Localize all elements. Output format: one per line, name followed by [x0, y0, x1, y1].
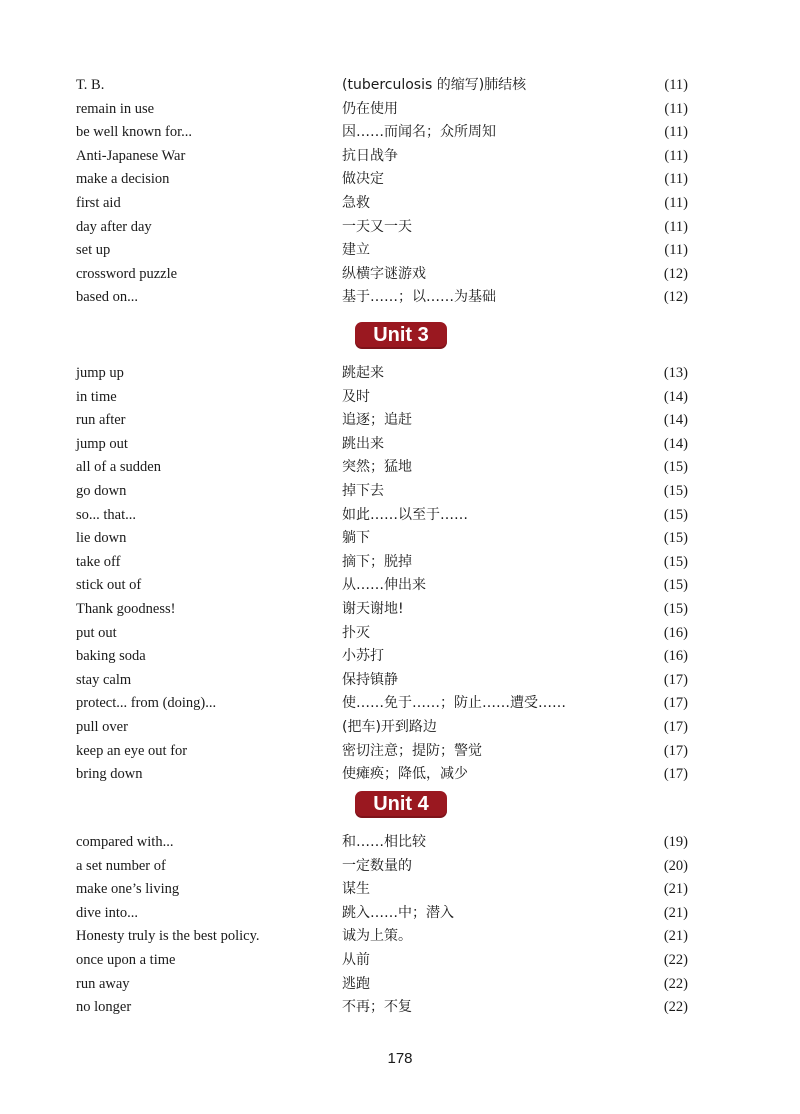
english-phrase: run away	[76, 975, 130, 992]
english-phrase: take off	[76, 553, 121, 570]
vocab-entry	[0, 168, 800, 192]
vocab-entry	[0, 145, 800, 169]
page-reference: (11)	[664, 100, 688, 117]
english-phrase: jump up	[76, 365, 124, 381]
vocab-entry	[0, 692, 800, 716]
page-reference: (17)	[663, 695, 688, 712]
page-reference: (15)	[663, 530, 688, 547]
english-phrase: be well known for...	[76, 124, 192, 141]
page-number: 178	[387, 1050, 413, 1067]
vocab-entry	[0, 669, 800, 693]
page-reference: (22)	[663, 975, 688, 992]
page-reference: (15)	[663, 577, 688, 594]
chinese-meaning: 掉下去	[342, 482, 384, 499]
page-reference: (15)	[663, 459, 688, 476]
chinese-meaning: 从前	[342, 951, 370, 968]
english-phrase: dive into...	[76, 904, 139, 921]
page-reference: (16)	[663, 624, 688, 641]
chinese-meaning: 仍在使用	[342, 100, 398, 117]
english-phrase: put out	[76, 624, 117, 641]
vocab-entry	[0, 878, 800, 902]
page-reference: (12)	[663, 289, 688, 306]
entry-list	[0, 362, 800, 787]
entry-list	[0, 74, 800, 310]
vocab-entry	[0, 74, 800, 98]
vocab-entry	[0, 480, 800, 504]
chinese-meaning: 谋生	[342, 881, 370, 898]
page-reference: (15)	[663, 553, 688, 570]
chinese-meaning: 和……相比较	[342, 834, 426, 850]
page-reference: (21)	[663, 881, 688, 898]
page-reference: (14)	[663, 412, 688, 429]
vocab-entry	[0, 551, 800, 575]
chinese-meaning: 因……而闻名；众所周知	[342, 124, 496, 141]
vocab-entry	[0, 973, 800, 997]
english-phrase: make a decision	[76, 171, 170, 188]
english-phrase: protect... from (doing)...	[76, 695, 217, 712]
chinese-meaning: 使……免于……；防止……遭受……	[342, 695, 566, 712]
chinese-meaning: 急救	[342, 194, 370, 211]
chinese-meaning: 突然；猛地	[342, 459, 412, 476]
chinese-meaning: 躺下	[342, 530, 370, 547]
chinese-meaning: 如此……以至于……	[342, 506, 468, 523]
english-phrase: stay calm	[76, 671, 132, 688]
chinese-meaning: 从……伸出来	[342, 577, 426, 594]
english-phrase: set up	[76, 242, 111, 259]
vocab-entry	[0, 456, 800, 480]
chinese-meaning: 扑灭	[342, 624, 370, 641]
page-reference: (11)	[664, 194, 688, 211]
chinese-meaning: 跳出来	[342, 435, 384, 452]
english-phrase: a set number of	[76, 857, 166, 874]
vocab-entry	[0, 831, 800, 855]
vocab-entry	[0, 949, 800, 973]
page-reference: (20)	[663, 857, 688, 874]
page-reference: (19)	[663, 834, 688, 850]
english-phrase: go down	[76, 482, 127, 499]
english-phrase: once upon a time	[76, 951, 176, 968]
vocab-entry	[0, 763, 800, 787]
page-reference: (11)	[664, 218, 688, 235]
english-phrase: make one’s living	[76, 881, 180, 898]
page-reference: (16)	[663, 648, 688, 665]
vocab-entry	[0, 263, 800, 287]
chinese-meaning: 做决定	[342, 171, 384, 188]
vocab-entry	[0, 996, 800, 1020]
chinese-meaning: 纵横字谜游戏	[342, 265, 426, 282]
english-phrase: all of a sudden	[76, 459, 161, 476]
vocab-entry	[0, 98, 800, 122]
page-reference: (11)	[664, 242, 688, 259]
vocab-entry	[0, 740, 800, 764]
vocab-entry	[0, 504, 800, 528]
english-phrase: remain in use	[76, 100, 155, 117]
chinese-meaning: 跳入……中；潜入	[342, 904, 454, 921]
english-phrase: pull over	[76, 718, 128, 735]
vocab-entry	[0, 925, 800, 949]
page-reference: (15)	[663, 482, 688, 499]
english-phrase: keep an eye out for	[76, 742, 188, 759]
chinese-meaning: 建立	[342, 242, 370, 259]
chinese-meaning: 不再；不复	[342, 999, 412, 1016]
chinese-meaning: 谢天谢地!	[342, 600, 404, 617]
vocab-entry	[0, 527, 800, 551]
chinese-meaning: 诚为上策。	[342, 928, 412, 945]
chinese-meaning: 保持镇静	[342, 671, 398, 688]
entry-list	[0, 831, 800, 1020]
chinese-meaning: 使瘫痪；降低，减少	[342, 766, 468, 783]
page-reference: (11)	[664, 124, 688, 141]
page-reference: (17)	[663, 742, 688, 759]
vocab-entry	[0, 855, 800, 879]
page-reference: (21)	[663, 904, 688, 921]
vocab-entry	[0, 239, 800, 263]
english-phrase: day after day	[76, 218, 152, 235]
chinese-meaning: (tuberculosis 的缩写)肺结核	[342, 77, 527, 93]
page-reference: (14)	[663, 388, 688, 405]
chinese-meaning: 追逐；追赶	[342, 412, 412, 429]
english-phrase: compared with...	[76, 834, 174, 850]
vocab-entry	[0, 286, 800, 310]
chinese-meaning: 密切注意；提防；警觉	[342, 742, 482, 759]
english-phrase: in time	[76, 388, 117, 405]
vocab-entry	[0, 716, 800, 740]
english-phrase: lie down	[76, 530, 127, 547]
page-reference: (11)	[664, 147, 688, 164]
vocab-entry	[0, 902, 800, 926]
english-phrase: based on...	[76, 289, 139, 306]
chinese-meaning: 基于……；以……为基础	[342, 289, 496, 306]
chinese-meaning: (把车)开到路边	[342, 718, 437, 735]
chinese-meaning: 抗日战争	[342, 147, 398, 164]
english-phrase: first aid	[76, 194, 121, 211]
english-phrase: stick out of	[76, 577, 142, 594]
vocab-entry	[0, 121, 800, 145]
vocab-entry	[0, 645, 800, 669]
vocab-entry	[0, 409, 800, 433]
page-reference: (11)	[664, 171, 688, 188]
english-phrase: Anti-Japanese War	[76, 147, 186, 164]
english-phrase: no longer	[76, 999, 132, 1016]
page-reference: (15)	[663, 506, 688, 523]
page-reference: (22)	[663, 999, 688, 1016]
vocab-entry	[0, 362, 800, 386]
vocab-entry	[0, 192, 800, 216]
english-phrase: baking soda	[76, 648, 146, 665]
english-phrase: jump out	[76, 435, 128, 452]
english-phrase: T. B.	[76, 77, 105, 93]
page-reference: (15)	[663, 600, 688, 617]
chinese-meaning: 小苏打	[342, 648, 384, 665]
vocab-entry	[0, 574, 800, 598]
page-reference: (21)	[663, 928, 688, 945]
page-reference: (12)	[663, 265, 688, 282]
page-reference: (22)	[663, 951, 688, 968]
vocab-entry	[0, 386, 800, 410]
chinese-meaning: 一定数量的	[342, 857, 412, 874]
unit-heading: Unit 3	[355, 322, 447, 349]
chinese-meaning: 及时	[342, 388, 370, 405]
page-reference: (13)	[663, 365, 688, 381]
english-phrase: crossword puzzle	[76, 265, 178, 282]
chinese-meaning: 摘下；脱掉	[342, 553, 412, 570]
page-reference: (14)	[663, 435, 688, 452]
chinese-meaning: 一天又一天	[342, 218, 412, 235]
vocab-entry	[0, 216, 800, 240]
chinese-meaning: 跳起来	[342, 365, 384, 381]
vocab-entry	[0, 598, 800, 622]
page-reference: (17)	[663, 766, 688, 783]
english-phrase: bring down	[76, 766, 143, 783]
vocab-entry	[0, 622, 800, 646]
english-phrase: Honesty truly is the best policy.	[76, 928, 260, 945]
chinese-meaning: 逃跑	[342, 975, 370, 992]
vocab-entry	[0, 433, 800, 457]
page-reference: (17)	[663, 671, 688, 688]
page-reference: (17)	[663, 718, 688, 735]
english-phrase: run after	[76, 412, 126, 429]
unit-heading: Unit 4	[355, 791, 447, 818]
english-phrase: so... that...	[76, 506, 137, 523]
page-reference: (11)	[664, 77, 688, 93]
english-phrase: Thank goodness!	[76, 600, 176, 617]
